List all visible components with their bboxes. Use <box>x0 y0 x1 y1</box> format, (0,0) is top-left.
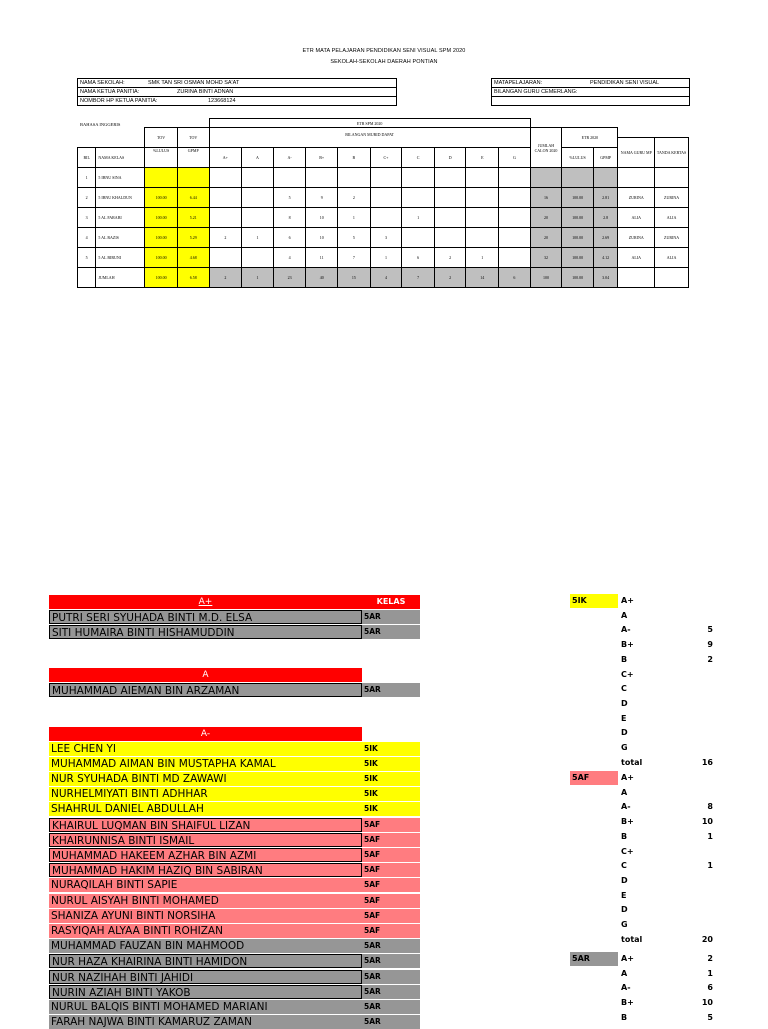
summary-count <box>673 918 713 932</box>
grade-header: C <box>402 148 435 168</box>
info-row[interactable]: NAMA KETUA PANITIA: ZURINA BINTI ADNAN <box>78 88 397 97</box>
bil-header: BIL <box>78 148 96 168</box>
grade-count-cell[interactable] <box>434 168 466 188</box>
student-name[interactable]: NURHELMIYATI BINTI ADHHAR <box>49 787 362 801</box>
summary-count: 1 <box>707 861 713 871</box>
grade-count-cell[interactable] <box>402 188 435 208</box>
summary-count <box>673 697 713 711</box>
tov-gpmp-cell[interactable]: 4.68 <box>177 248 209 268</box>
summary-grade: E <box>621 713 627 723</box>
tov-gpmp-cell[interactable]: 5.21 <box>177 208 209 228</box>
student-kelas[interactable]: 5AR <box>362 625 420 639</box>
grade-count-cell[interactable]: 1 <box>402 208 435 228</box>
student-kelas[interactable]: 5AF <box>362 894 420 908</box>
student-name[interactable]: NURUL AISYAH BINTI MOHAMED <box>49 894 362 908</box>
summary-grade: A <box>621 787 628 797</box>
total-label[interactable]: JUMLAH <box>96 268 145 288</box>
school-info-table <box>77 78 397 106</box>
nama-kelas-header: NAMA KELAS <box>96 148 145 168</box>
grade-count-cell[interactable] <box>370 208 402 228</box>
etr-lulus-cell[interactable]: 100.00 <box>562 208 594 228</box>
summary-kelas-badge[interactable]: 5AR <box>570 952 618 966</box>
summary-count <box>673 889 713 903</box>
info-row[interactable]: BILANGAN GURU CEMERLANG: <box>492 88 690 97</box>
info-row[interactable]: MATAPELAJARAN: PENDIDIKAN SENI VISUAL <box>492 79 690 88</box>
etr-gpmp-cell[interactable]: 4.12 <box>593 248 617 268</box>
student-kelas[interactable]: 5AF <box>362 878 420 892</box>
student-kelas[interactable]: 5IK <box>362 772 420 786</box>
student-name[interactable]: MUHAMMAD FAUZAN BIN MAHMOOD <box>49 939 362 953</box>
grade-count-cell[interactable] <box>242 248 274 268</box>
tov-header: TOV <box>145 128 178 148</box>
info-row[interactable]: NAMA SEKOLAH: SMK TAN SRI OSMAN MOHD SA'AT <box>78 79 397 88</box>
summary-count: 10 <box>701 998 713 1008</box>
summary-grade: E <box>621 890 627 900</box>
summary-count <box>673 682 713 696</box>
etr-lulus-cell[interactable]: 100.00 <box>562 228 594 248</box>
grade-count-cell[interactable] <box>434 188 466 208</box>
kelas-cell[interactable]: 5 AL FARABI <box>96 208 145 228</box>
student-kelas[interactable]: 5AF <box>362 924 420 938</box>
grade-total-cell[interactable]: 2 <box>209 268 242 288</box>
kelas-cell[interactable]: 5 IBNU SINA <box>96 168 145 188</box>
grade-count-cell[interactable] <box>402 168 435 188</box>
summary-kelas-badge[interactable]: 5AF <box>570 771 618 785</box>
grade-count-cell[interactable]: 2 <box>338 188 371 208</box>
student-name[interactable]: PUTRI SERI SYUHADA BINTI M.D. ELSA <box>49 610 362 624</box>
etr-gpmp-cell[interactable]: 3.04 <box>593 268 617 288</box>
kelas-header: KELAS <box>362 595 420 609</box>
summary-grade: D <box>621 698 628 708</box>
student-kelas[interactable]: 5IK <box>362 757 420 771</box>
summary-grade: B <box>621 831 628 841</box>
student-name[interactable]: SHANIZA AYUNI BINTI NORSIHA <box>49 909 362 923</box>
grade-total-cell[interactable]: 7 <box>402 268 435 288</box>
student-name[interactable]: SHAHRUL DANIEL ABDULLAH <box>49 802 362 816</box>
grade-header-bar <box>49 595 362 609</box>
student-kelas[interactable]: 5AF <box>362 848 420 862</box>
tov-gpmp-cell[interactable]: 6.44 <box>177 188 209 208</box>
summary-grade: A- <box>621 802 631 812</box>
summary-grade: A+ <box>621 596 634 605</box>
grade-header-bar <box>49 668 362 682</box>
tov-gpmp-header: GPMP <box>177 148 209 168</box>
summary-count: 9 <box>707 640 713 650</box>
etr-lulus-cell[interactable]: 100.00 <box>562 188 594 208</box>
guru-cell[interactable]: ALIA <box>618 248 655 268</box>
student-name[interactable]: NUR NAZIHAH BINTI JAHIDI <box>49 970 362 984</box>
summary-count: 10 <box>701 817 713 827</box>
grade-count-cell[interactable]: 4 <box>273 248 306 268</box>
tanda-cell[interactable]: ALIA <box>655 248 689 268</box>
grade-count-cell[interactable]: 3 <box>370 228 402 248</box>
etr-gpmp-cell[interactable]: 2.8 <box>593 208 617 228</box>
total-row <box>78 268 689 288</box>
grade-header: G <box>499 148 531 168</box>
tanda-cell[interactable] <box>655 268 689 288</box>
grade-count-cell[interactable] <box>306 168 338 188</box>
summary-grade: A <box>621 610 628 620</box>
tov-lulus-cell[interactable]: 100.00 <box>145 188 178 208</box>
student-name[interactable]: LEE CHEN YI <box>49 742 362 756</box>
summary-count: 2 <box>707 954 713 963</box>
grade-count-cell[interactable] <box>209 168 242 188</box>
summary-count <box>673 668 713 682</box>
summary-grade: B <box>621 654 628 664</box>
report-title: ETR MATA PELAJARAN PENDIDIKAN SENI VISUAL SPM 2020 <box>302 48 466 54</box>
student-name[interactable]: KHAIRUNNISA BINTI ISMAIL <box>49 833 362 847</box>
summary-count <box>673 874 713 888</box>
grade-count-cell[interactable] <box>370 168 402 188</box>
guru-cell[interactable] <box>618 168 655 188</box>
tanda-cell[interactable]: ALIA <box>655 208 689 228</box>
summary-grade: A- <box>621 625 631 635</box>
grade-count-cell[interactable]: 11 <box>306 248 338 268</box>
grade-count-cell[interactable]: 1 <box>466 248 499 268</box>
student-name[interactable]: NURAQILAH BINTI SAPIE <box>49 878 362 892</box>
student-kelas[interactable]: 5AR <box>362 939 420 953</box>
summary-grade: G <box>621 743 628 752</box>
grade-header: E <box>466 148 499 168</box>
tov-lulus-cell[interactable]: 100.00 <box>145 248 178 268</box>
grade-count-cell[interactable] <box>499 168 531 188</box>
info-row[interactable] <box>492 97 690 106</box>
student-kelas[interactable]: 5AF <box>362 909 420 923</box>
summary-grade: A <box>621 968 628 978</box>
student-name[interactable]: NUR SYUHADA BINTI MD ZAWAWI <box>49 772 362 786</box>
student-name[interactable]: MUHAMMAD AIMAN BIN MUSTAPHA KAMAL <box>49 757 362 771</box>
grade-count-cell[interactable]: 5 <box>338 228 371 248</box>
student-name[interactable]: MUHAMMAD HAKEEM AZHAR BIN AZMI <box>49 848 362 862</box>
grade-count-cell[interactable] <box>273 168 306 188</box>
student-name[interactable]: SITI HUMAIRA BINTI HISHAMUDDIN <box>49 625 362 639</box>
nama-guru-header: NAMA GURU MP <box>618 138 655 168</box>
grade-count-cell[interactable]: 9 <box>306 188 338 208</box>
summary-grade: C <box>621 684 627 694</box>
calon-cell[interactable]: 16 <box>530 188 562 208</box>
grade-total-cell[interactable]: 2 <box>434 268 466 288</box>
summary-grade: B+ <box>621 998 634 1008</box>
summary-count: 8 <box>707 802 713 812</box>
grade-count-cell[interactable]: 6 <box>273 228 306 248</box>
summary-count: 1 <box>707 831 713 841</box>
table-row <box>78 228 689 248</box>
student-kelas[interactable]: 5AF <box>362 863 420 877</box>
grade-count-cell[interactable] <box>434 208 466 228</box>
summary-grade: D <box>621 905 628 915</box>
grade-count-cell[interactable] <box>499 248 531 268</box>
tov-header: TOV <box>177 128 209 148</box>
tov-gpmp-cell[interactable] <box>177 168 209 188</box>
summary-count: 20 <box>701 934 713 944</box>
student-kelas[interactable]: 5AR <box>362 1000 420 1014</box>
grade-total-cell[interactable]: 40 <box>306 268 338 288</box>
grade-count-cell[interactable] <box>466 188 499 208</box>
table-row <box>78 188 689 208</box>
grade-total-cell[interactable]: 1 <box>242 268 274 288</box>
table-row <box>78 208 689 228</box>
student-name[interactable]: KHAIRUL LUQMAN BIN SHAIFUL LIZAN <box>49 818 362 832</box>
grade-label: A <box>202 670 209 680</box>
grade-count-cell[interactable]: 2 <box>209 228 242 248</box>
table-row <box>78 168 689 188</box>
summary-count <box>673 845 713 859</box>
summary-grade: D <box>621 728 628 738</box>
summary-grade: C+ <box>621 846 634 856</box>
grade-total-cell[interactable]: 4 <box>370 268 402 288</box>
grade-count-cell[interactable]: 2 <box>434 248 466 268</box>
grade-count-cell[interactable] <box>242 188 274 208</box>
bil-cell[interactable]: 3 <box>78 208 96 228</box>
grade-count-cell[interactable] <box>499 228 531 248</box>
subject-label: BAHASA INGGERIS <box>80 122 121 127</box>
grade-header: A <box>242 148 274 168</box>
summary-count <box>673 741 713 755</box>
tov-gpmp-cell[interactable]: 5.29 <box>177 228 209 248</box>
etr-gpmp-cell[interactable]: 2.69 <box>593 228 617 248</box>
summary-grade: C+ <box>621 669 634 679</box>
grade-total-cell[interactable]: 6 <box>499 268 531 288</box>
etr-table <box>77 118 689 288</box>
bil-cell[interactable]: 1 <box>78 168 96 188</box>
summary-grade: total <box>621 934 643 944</box>
grade-count-cell[interactable] <box>209 188 242 208</box>
summary-count <box>673 609 713 623</box>
summary-grade: A+ <box>621 954 634 963</box>
grade-total-cell[interactable]: 23 <box>273 268 306 288</box>
grade-count-cell[interactable] <box>209 248 242 268</box>
grade-label: A+ <box>198 597 213 607</box>
grade-count-cell[interactable]: 6 <box>402 248 435 268</box>
student-kelas[interactable]: 5AR <box>362 683 420 697</box>
student-kelas[interactable]: 5AF <box>362 833 420 847</box>
grade-header: C+ <box>370 148 402 168</box>
grade-total-cell[interactable]: 14 <box>466 268 499 288</box>
grade-total-cell[interactable]: 15 <box>338 268 371 288</box>
guru-cell[interactable] <box>618 268 655 288</box>
grade-count-cell[interactable]: 10 <box>306 208 338 228</box>
tov-gpmp-cell[interactable]: 6.58 <box>177 268 209 288</box>
tanda-cell[interactable]: ZURINA <box>655 228 689 248</box>
summary-grade: G <box>621 920 628 929</box>
etr-gpmp-cell[interactable] <box>593 168 617 188</box>
tov-lulus-header: %LULUS <box>145 148 178 168</box>
summary-count: 5 <box>707 1012 713 1022</box>
grade-count-cell[interactable] <box>499 188 531 208</box>
summary-count <box>673 712 713 726</box>
grade-header-bar <box>49 727 362 741</box>
student-name[interactable]: NURIN AZIAH BINTI YAKOB <box>49 985 362 999</box>
calon-cell[interactable]: 20 <box>530 208 562 228</box>
summary-grade: B+ <box>621 817 634 827</box>
bilangan-header: BILANGAN MURID DAPAT <box>209 128 530 148</box>
tov-lulus-cell[interactable]: 100.00 <box>145 208 178 228</box>
tov-lulus-cell[interactable]: 100.00 <box>145 228 178 248</box>
summary-grade: A+ <box>621 773 634 782</box>
grade-count-cell[interactable] <box>466 208 499 228</box>
summary-count: 5 <box>707 625 713 635</box>
tanda-kertas-header: TANDA KERTAS <box>655 138 689 168</box>
summary-kelas-badge[interactable]: 5IK <box>570 594 618 608</box>
table-row <box>78 248 689 268</box>
student-name[interactable]: NUR HAZA KHAIRINA BINTI HAMIDON <box>49 954 362 968</box>
summary-count: 1 <box>707 968 713 978</box>
summary-grade: B+ <box>621 640 634 650</box>
student-kelas[interactable]: 5AR <box>362 610 420 624</box>
bil-cell[interactable]: 4 <box>78 228 96 248</box>
calon-cell[interactable]: 20 <box>530 228 562 248</box>
summary-count <box>673 903 713 917</box>
summary-count <box>673 786 713 800</box>
grade-header: B+ <box>306 148 338 168</box>
grade-count-cell[interactable] <box>499 208 531 228</box>
student-kelas[interactable]: 5IK <box>362 742 420 756</box>
etr-lulus-cell[interactable]: 100.00 <box>562 248 594 268</box>
etr-spm-header: ETR SPM 2020 <box>209 119 530 128</box>
student-kelas[interactable]: 5AR <box>362 985 420 999</box>
calon-cell[interactable]: 100 <box>530 268 562 288</box>
student-kelas[interactable]: 5AR <box>362 954 420 968</box>
summary-grade: C <box>621 861 627 871</box>
summary-grade: A- <box>621 983 631 993</box>
student-kelas[interactable]: 5IK <box>362 802 420 816</box>
student-name[interactable]: NURUL BALQIS BINTI MOHAMED MARIANI <box>49 1000 362 1014</box>
student-name[interactable]: MUHAMMAD HAKIM HAZIQ BIN SABIRAN <box>49 863 362 877</box>
tov-lulus-cell[interactable]: 100.00 <box>145 268 178 288</box>
grade-count-cell[interactable]: 5 <box>273 188 306 208</box>
bil-cell[interactable]: 2 <box>78 188 96 208</box>
grade-header: B <box>338 148 371 168</box>
student-name[interactable]: FARAH NAJWA BINTI KAMARUZ ZAMAN <box>49 1015 362 1029</box>
calon-cell[interactable]: 32 <box>530 248 562 268</box>
student-kelas[interactable]: 5IK <box>362 787 420 801</box>
summary-count <box>673 726 713 740</box>
etr2020-header: ETR 2020 <box>562 128 618 148</box>
kelas-cell[interactable]: 5 AL BIRUNI <box>96 248 145 268</box>
tanda-cell[interactable] <box>655 168 689 188</box>
tov-lulus-cell[interactable] <box>145 168 178 188</box>
tanda-cell[interactable]: ZURINA <box>655 188 689 208</box>
guru-cell[interactable]: ZURINA <box>618 188 655 208</box>
grade-count-cell[interactable]: 7 <box>338 248 371 268</box>
grade-count-cell[interactable]: 1 <box>370 248 402 268</box>
grade-count-cell[interactable]: 10 <box>306 228 338 248</box>
grade-label: A- <box>200 729 211 739</box>
grade-count-cell[interactable] <box>370 188 402 208</box>
bil-cell[interactable]: 5 <box>78 248 96 268</box>
summary-grade: total <box>621 757 643 767</box>
summary-count <box>673 594 713 608</box>
grade-count-cell[interactable]: 1 <box>338 208 371 228</box>
grade-count-cell[interactable] <box>242 208 274 228</box>
grade-count-cell[interactable] <box>466 228 499 248</box>
student-name[interactable]: MUHAMMAD AIEMAN BIN ARZAMAN <box>49 683 362 697</box>
etr-gpmp-cell[interactable]: 2.81 <box>593 188 617 208</box>
kelas-cell[interactable]: 5 IBNU KHALDUN <box>96 188 145 208</box>
grade-count-cell[interactable]: 1 <box>242 228 274 248</box>
student-kelas[interactable]: 5AF <box>362 818 420 832</box>
jumlah-calon-header: JUMLAH CALON 2020 <box>530 128 562 168</box>
grade-count-cell[interactable] <box>209 208 242 228</box>
kelas-cell[interactable]: 5 AL RAZIS <box>96 228 145 248</box>
summary-count <box>673 771 713 785</box>
summary-grade: D <box>621 875 628 885</box>
grade-header: A+ <box>209 148 242 168</box>
student-kelas[interactable]: 5AR <box>362 970 420 984</box>
info-row[interactable]: NOMBOR HP KETUA PANITIA: 123668124 <box>78 97 397 106</box>
grade-header: A- <box>273 148 306 168</box>
guru-cell[interactable]: ALIA <box>618 208 655 228</box>
grade-count-cell[interactable] <box>434 228 466 248</box>
student-name[interactable]: RASYIQAH ALYAA BINTI ROHIZAN <box>49 924 362 938</box>
summary-count: 16 <box>701 757 713 767</box>
summary-count: 6 <box>707 983 713 993</box>
guru-cell[interactable]: ZURINA <box>618 228 655 248</box>
summary-count: 2 <box>707 654 713 664</box>
etr-lulus-cell[interactable]: 100.00 <box>562 268 594 288</box>
grade-count-cell[interactable] <box>402 228 435 248</box>
grade-count-cell[interactable] <box>242 168 274 188</box>
summary-grade: B <box>621 1012 628 1022</box>
bil-cell[interactable] <box>78 268 96 288</box>
grade-header: D <box>434 148 466 168</box>
subject-info-table <box>491 78 690 106</box>
etr-lulus-cell[interactable] <box>562 168 594 188</box>
grade-count-cell[interactable] <box>466 168 499 188</box>
grade-count-cell[interactable] <box>338 168 371 188</box>
etr-lulus-header: %LULUS <box>562 148 594 168</box>
calon-cell[interactable] <box>530 168 562 188</box>
report-subtitle: SEKOLAH-SEKOLAH DAERAH PONTIAN <box>330 59 438 65</box>
etr-gpmp-header: GPMP <box>593 148 617 168</box>
grade-count-cell[interactable]: 8 <box>273 208 306 228</box>
student-kelas[interactable]: 5AR <box>362 1015 420 1029</box>
